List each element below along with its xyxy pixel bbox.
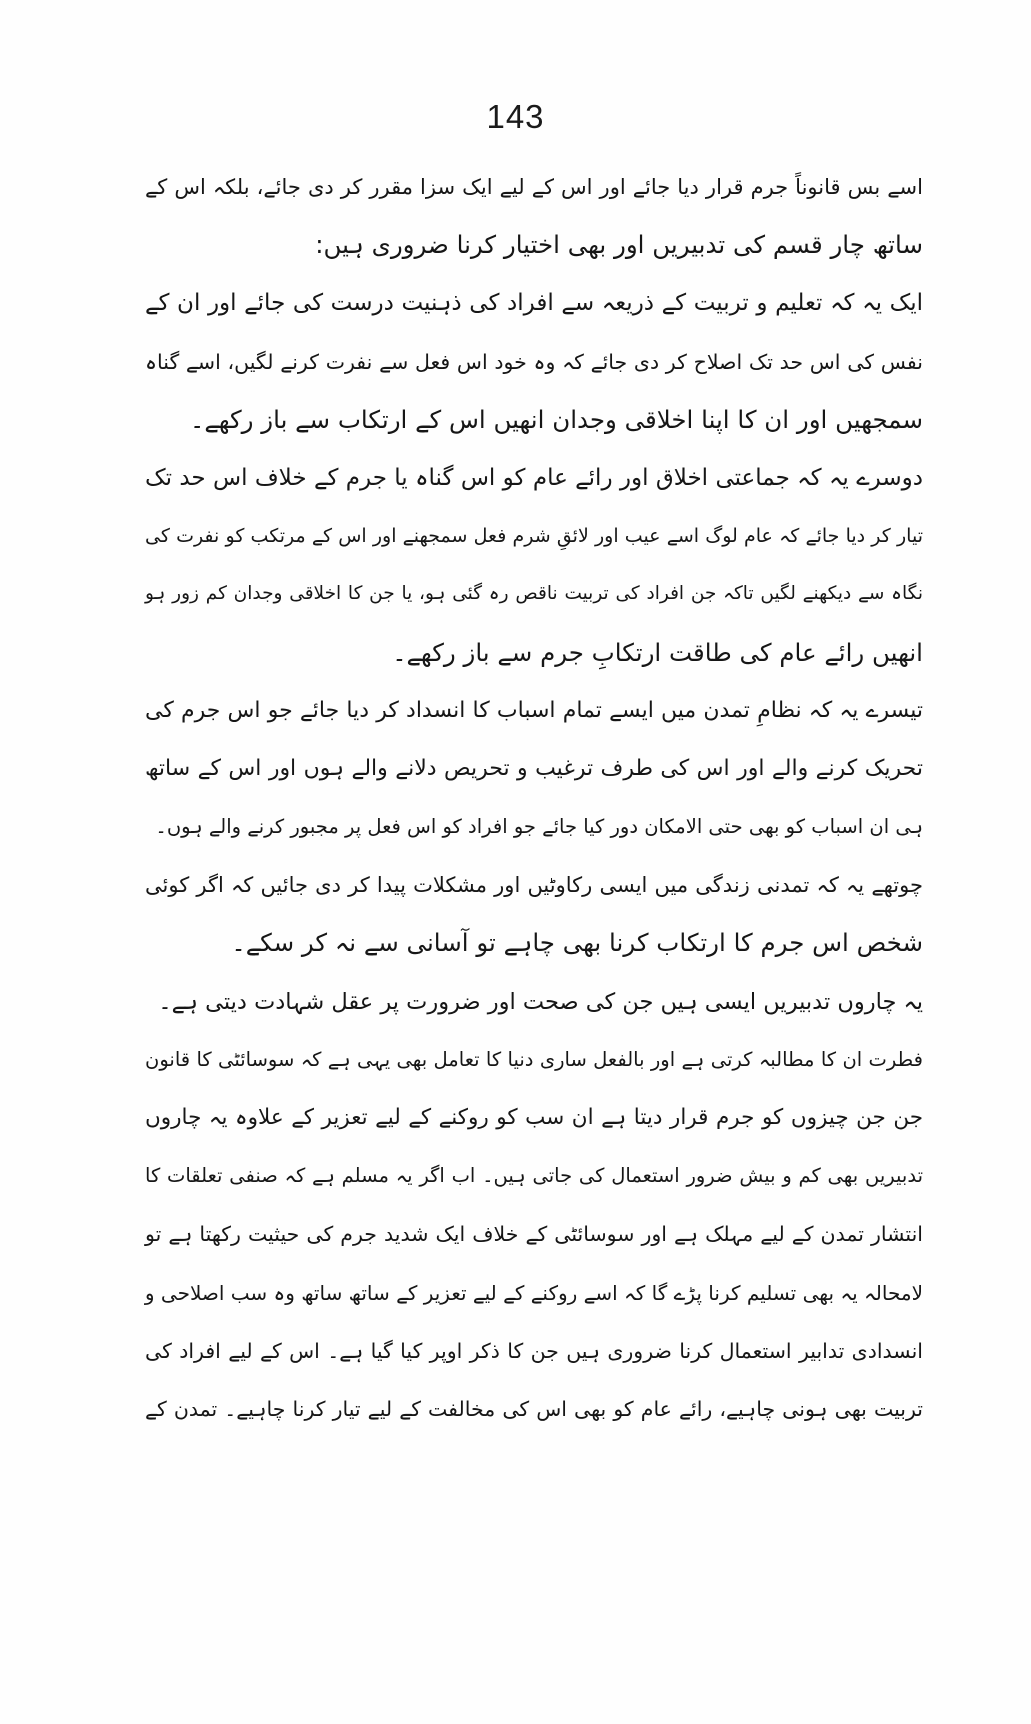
text-line: نفس کی اس حد تک اصلاح کر دی جائے کہ وہ خود اس فعل سے نفرت کرنے لگیں، اسے گناہ [145,349,923,374]
paragraph-first-measure [145,274,923,449]
text-line: جن جن چیزوں کو جرم قرار دیتا ہے ان سب کو روکنے کے لیے تعزیر کے علاوہ یہ چاروں [145,1105,923,1130]
text-line: چوتھے یہ کہ تمدنی زندگی میں ایسی رکاوٹیں اور مشکلات پیدا کر دی جائیں کہ اگر کوئی [145,873,923,898]
text-line: ایک یہ کہ تعلیم و تربیت کے ذریعہ سے افراد کی ذہنیت درست کی جائے اور ان کے [145,290,923,317]
page-number: 143 [486,98,545,135]
text-line: تیسرے یہ کہ نظامِ تمدن میں ایسے تمام اسباب کا انسداد کر دیا جائے جو اس جرم کی [145,697,923,723]
text-line: انھیں رائے عام کی طاقت ارتکابِ جرم سے باز رکھے۔ [392,637,923,667]
text-line: ساتھ چار قسم کی تدبیریں اور بھی اختیار کرنا ضروری ہیں: [315,230,923,260]
text-line: لامحالہ یہ بھی تسلیم کرنا پڑے گا کہ اسے روکنے کے لیے تعزیر کے ساتھ ساتھ وہ سب اصلاحی و [144,1280,923,1305]
page-body [145,158,923,1438]
paragraph-intro [145,158,923,274]
text-line: تیار کر دیا جائے کہ عام لوگ اسے عیب اور لائقِ شرم فعل سمجھنے اور اس کے مرتکب کو نفرت کی [145,525,923,548]
paragraph-third-measure [145,682,923,857]
text-line: فطرت ان کا مطالبہ کرتی ہے اور بالفعل ساری دنیا کا تعامل بھی یہی ہے کہ سوسائٹی کا قانون [145,1047,923,1071]
text-line: اسے بس قانوناً جرم قرار دیا جائے اور اس کے لیے ایک سزا مقرر کر دی جائے، بلکہ اس کے [145,175,923,199]
paragraph-conclusion [145,973,923,1439]
text-line: تحریک کرنے والے اور اس کی طرف ترغیب و تحریص دلانے والے ہوں اور اس کے ساتھ [145,755,923,781]
text-line: یہ چاروں تدبیریں ایسی ہیں جن کی صحت اور ضرورت پر عقل شہادت دیتی ہے۔ [158,988,923,1015]
text-line: ہی ان اسباب کو بھی حتی الامکان دور کیا جائے جو افراد کو اس فعل پر مجبور کرنے والے ہوں۔ [155,815,923,839]
text-line: تدبیریں بھی کم و بیش ضرور استعمال کی جاتی ہیں۔ اب اگر یہ مسلم ہے کہ صنفی تعلقات کا [145,1164,923,1188]
text-line: انتشار تمدن کے لیے مہلک ہے اور سوسائٹی کے خلاف ایک شدید جرم کی حیثیت رکھتا ہے تو [145,1222,923,1247]
text-line: نگاہ سے دیکھنے لگیں تاکہ جن افراد کی تربیت ناقص رہ گئی ہو، یا جن کا اخلاقی وجدان کم زور ہو [145,583,923,605]
text-line: دوسرے یہ کہ جماعتی اخلاق اور رائے عام کو اس گناہ یا جرم کے خلاف اس حد تک [145,464,923,491]
text-line: سمجھیں اور ان کا اپنا اخلاقی وجدان انھیں اس کے ارتکاب سے باز رکھے۔ [189,404,923,434]
text-line: تربیت بھی ہونی چاہیے، رائے عام کو بھی اس کی مخالفت کے لیے تیار کرنا چاہیے۔ تمدن کے [145,1396,923,1421]
text-line: شخص اس جرم کا ارتکاب کرنا بھی چاہے تو آسانی سے نہ کر سکے۔ [231,928,923,958]
paragraph-fourth-measure [145,856,923,972]
paragraph-second-measure [145,449,923,682]
text-line: انسدادی تدابیر استعمال کرنا ضروری ہیں جن کا ذکر اوپر کیا گیا ہے۔ اس کے لیے افراد کی [145,1338,923,1363]
